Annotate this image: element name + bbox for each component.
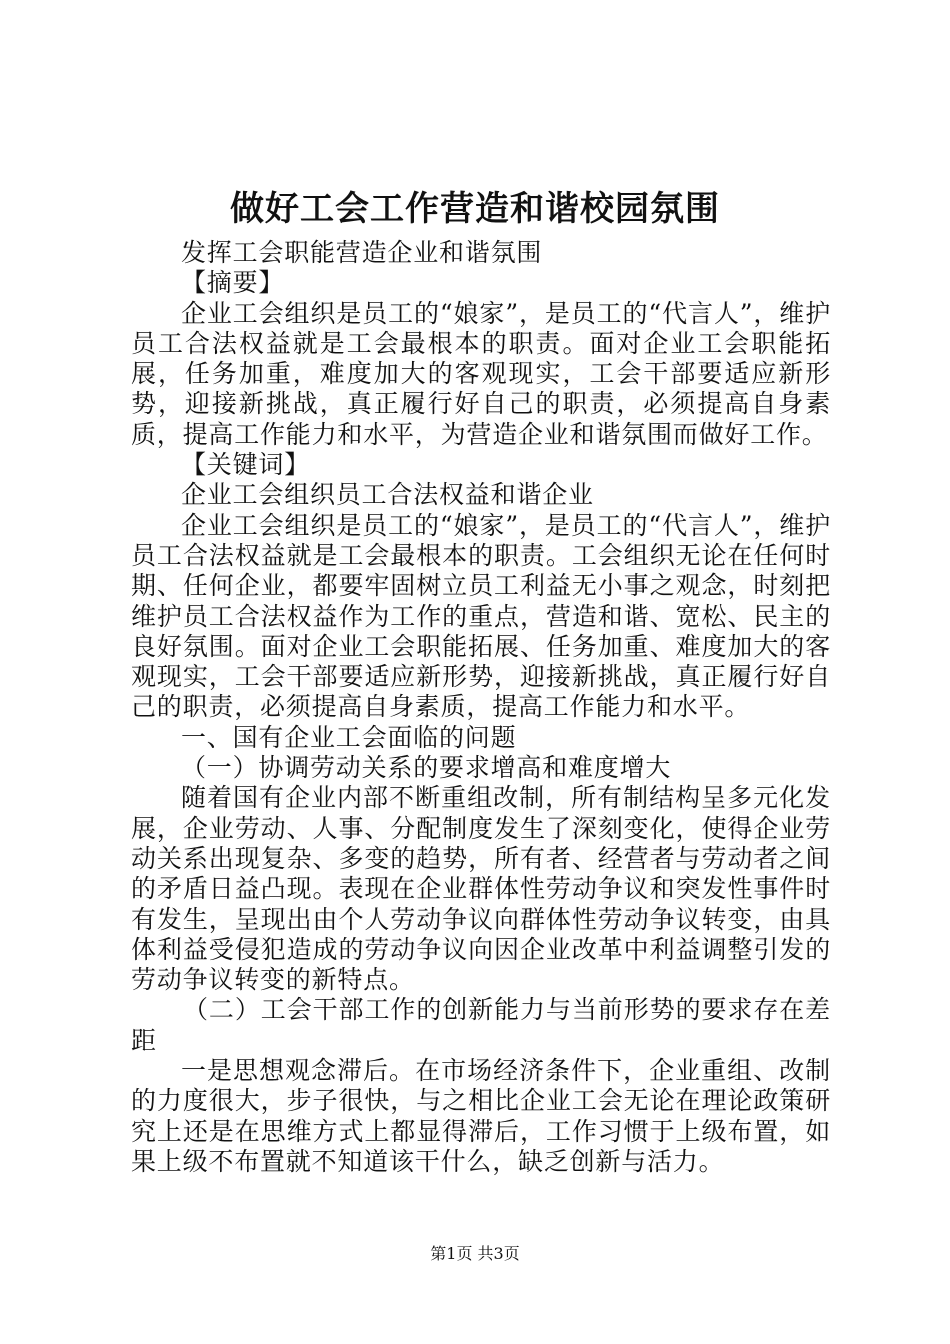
body-paragraph-2: 一是思想观念滞后。在市场经济条件下，企业重组、改制的力度很大，步子很快，与之相比企业工会无论在理论政策研究上还是在思维方式上都显得滞后，工作习惯于上级布置，如果上级不布置就不知道该干什么，缺乏创新与活力。 <box>131 1056 831 1176</box>
intro-paragraph: 企业工会组织是员工的“娘家”，是员工的“代言人”，维护员工合法权益就是工会最根本的职责。工会组织无论在任何时期、任何企业，都要牢固树立员工利益无小事之观念，时刻把维护员工合法权益作为工作的重点，营造和谐、宽松、民主的良好氛围。面对企业工会职能拓展、任务加重、难度加大的客观现实，工会干部要适应新形势，迎接新挑战，真正履行好自己的职责，必须提高自身素质，提高工作能力和水平。 <box>131 510 831 722</box>
keywords-heading: 【关键词】 <box>181 450 311 480</box>
subsection-heading-1: （一）协调劳动关系的要求增高和难度增大 <box>181 753 672 783</box>
page-footer: 第1页 共3页 <box>430 1244 520 1263</box>
keywords-paragraph: 企业工会组织员工合法权益和谐企业 <box>181 480 594 510</box>
document-title: 做好工会工作营造和谐校园氛围 <box>230 189 720 229</box>
document-body <box>131 238 831 1177</box>
body-paragraph-1: 随着国有企业内部不断重组改制，所有制结构呈多元化发展，企业劳动、人事、分配制度发生了深刻变化，使得企业劳动关系出现复杂、多变的趋势，所有者、经营者与劳动者之间的矛盾日益凸现。表现在企业群体性劳动争议和突发性事件时有发生，呈现出由个人劳动争议向群体性劳动争议转变，由具体利益受侵犯造成的劳动争议向因企业改革中利益调整引发的劳动争议转变的新特点。 <box>131 783 831 995</box>
subsection-heading-2: （二）工会干部工作的创新能力与当前形势的要求存在差距 <box>131 995 831 1055</box>
abstract-heading: 【摘要】 <box>181 268 285 298</box>
section-heading-1: 一、国有企业工会面临的问题 <box>181 722 517 752</box>
subtitle-paragraph: 发挥工会职能营造企业和谐氛围 <box>181 238 543 267</box>
abstract-paragraph: 企业工会组织是员工的“娘家”，是员工的“代言人”，维护员工合法权益就是工会最根本的职责。面对企业工会职能拓展，任务加重，难度加大的客观现实，工会干部要适应新形势，迎接新挑战，真正履行好自己的职责，必须提高自身素质，提高工作能力和水平，为营造企业和谐氛围而做好工作。 <box>131 298 831 449</box>
